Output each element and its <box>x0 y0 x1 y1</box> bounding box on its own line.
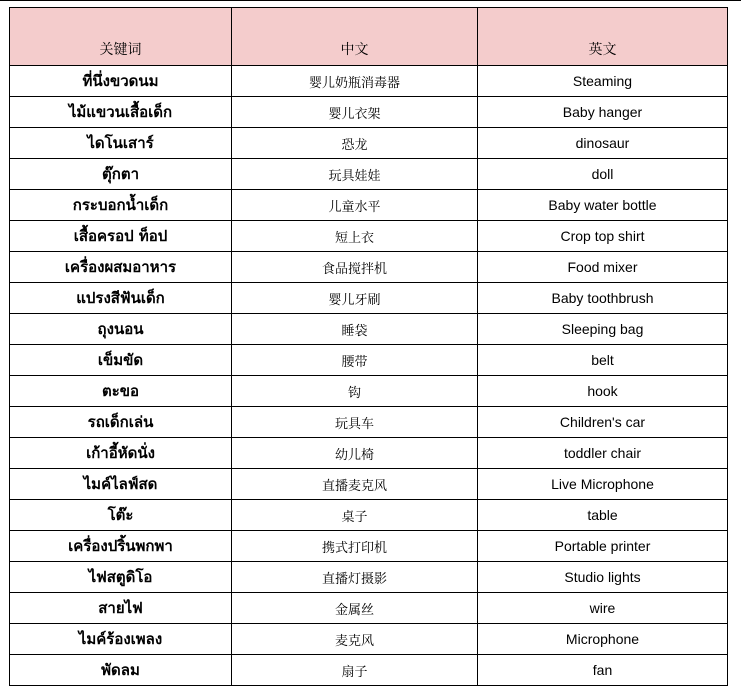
cell-thai-keyword: เก้าอี้หัดนั่ง <box>10 438 232 469</box>
cell-english: Baby water bottle <box>478 190 728 221</box>
table-row <box>10 593 728 624</box>
cell-english: Food mixer <box>478 252 728 283</box>
cell-thai-keyword: ไมค์ร้องเพลง <box>10 624 232 655</box>
cell-thai-keyword: เครื่องปริ้นพกพา <box>10 531 232 562</box>
cell-english: Children's car <box>478 407 728 438</box>
cell-chinese: 腰带 <box>232 345 478 376</box>
cell-chinese: 婴儿牙刷 <box>232 283 478 314</box>
cell-english: doll <box>478 159 728 190</box>
table-row <box>10 97 728 128</box>
table-row <box>10 500 728 531</box>
table-row <box>10 128 728 159</box>
table-row <box>10 655 728 686</box>
cell-thai-keyword: กระบอกน้ำเด็ก <box>10 190 232 221</box>
cell-english: Crop top shirt <box>478 221 728 252</box>
cell-chinese: 直播灯摄影 <box>232 562 478 593</box>
table-row <box>10 531 728 562</box>
cell-english: Baby hanger <box>478 97 728 128</box>
cell-thai-keyword: ตุ๊กตา <box>10 159 232 190</box>
table-row <box>10 469 728 500</box>
cell-english: belt <box>478 345 728 376</box>
cell-thai-keyword: รถเด็กเล่น <box>10 407 232 438</box>
cell-thai-keyword: เครื่องผสมอาหาร <box>10 252 232 283</box>
cell-english: toddler chair <box>478 438 728 469</box>
table-row <box>10 252 728 283</box>
cell-english: Baby toothbrush <box>478 283 728 314</box>
table-row <box>10 159 728 190</box>
cell-thai-keyword: ไดโนเสาร์ <box>10 128 232 159</box>
header-row <box>10 8 728 66</box>
cell-chinese: 恐龙 <box>232 128 478 159</box>
top-divider-line <box>0 0 741 1</box>
cell-thai-keyword: แปรงสีฟันเด็ก <box>10 283 232 314</box>
cell-thai-keyword: สายไฟ <box>10 593 232 624</box>
table-row <box>10 562 728 593</box>
cell-thai-keyword: ไม้แขวนเสื้อเด็ก <box>10 97 232 128</box>
vocabulary-table <box>9 7 728 686</box>
cell-thai-keyword: เข็มขัด <box>10 345 232 376</box>
table-body <box>10 66 728 686</box>
cell-chinese: 睡袋 <box>232 314 478 345</box>
cell-english: Live Microphone <box>478 469 728 500</box>
cell-thai-keyword: พัดลม <box>10 655 232 686</box>
cell-english: hook <box>478 376 728 407</box>
cell-chinese: 扇子 <box>232 655 478 686</box>
cell-english: Steaming <box>478 66 728 97</box>
cell-english: wire <box>478 593 728 624</box>
cell-chinese: 桌子 <box>232 500 478 531</box>
table-row <box>10 345 728 376</box>
cell-chinese: 食品搅拌机 <box>232 252 478 283</box>
cell-thai-keyword: ที่นึ่งขวดนม <box>10 66 232 97</box>
cell-thai-keyword: เสื้อครอป ท็อป <box>10 221 232 252</box>
table-row <box>10 314 728 345</box>
cell-english: dinosaur <box>478 128 728 159</box>
header-keyword: 关键词 <box>10 8 232 66</box>
cell-chinese: 婴儿衣架 <box>232 97 478 128</box>
cell-english: fan <box>478 655 728 686</box>
cell-chinese: 玩具车 <box>232 407 478 438</box>
cell-english: Studio lights <box>478 562 728 593</box>
cell-thai-keyword: ถุงนอน <box>10 314 232 345</box>
cell-english: table <box>478 500 728 531</box>
cell-thai-keyword: โต๊ะ <box>10 500 232 531</box>
cell-thai-keyword: ไฟสตูดิโอ <box>10 562 232 593</box>
cell-chinese: 短上衣 <box>232 221 478 252</box>
table-row <box>10 221 728 252</box>
cell-english: Sleeping bag <box>478 314 728 345</box>
table-row <box>10 376 728 407</box>
table-row <box>10 66 728 97</box>
cell-chinese: 钩 <box>232 376 478 407</box>
cell-chinese: 婴儿奶瓶消毒器 <box>232 66 478 97</box>
header-chinese: 中文 <box>232 8 478 66</box>
cell-chinese: 儿童水平 <box>232 190 478 221</box>
table-row <box>10 190 728 221</box>
table-header <box>10 8 728 66</box>
cell-thai-keyword: ไมค์ไลฟ์สด <box>10 469 232 500</box>
cell-thai-keyword: ตะขอ <box>10 376 232 407</box>
table-row <box>10 283 728 314</box>
cell-chinese: 麦克风 <box>232 624 478 655</box>
header-english: 英文 <box>478 8 728 66</box>
cell-chinese: 金属丝 <box>232 593 478 624</box>
table-row <box>10 438 728 469</box>
cell-chinese: 直播麦克风 <box>232 469 478 500</box>
cell-english: Portable printer <box>478 531 728 562</box>
cell-chinese: 携式打印机 <box>232 531 478 562</box>
cell-english: Microphone <box>478 624 728 655</box>
table-row <box>10 407 728 438</box>
cell-chinese: 幼儿椅 <box>232 438 478 469</box>
table-row <box>10 624 728 655</box>
cell-chinese: 玩具娃娃 <box>232 159 478 190</box>
